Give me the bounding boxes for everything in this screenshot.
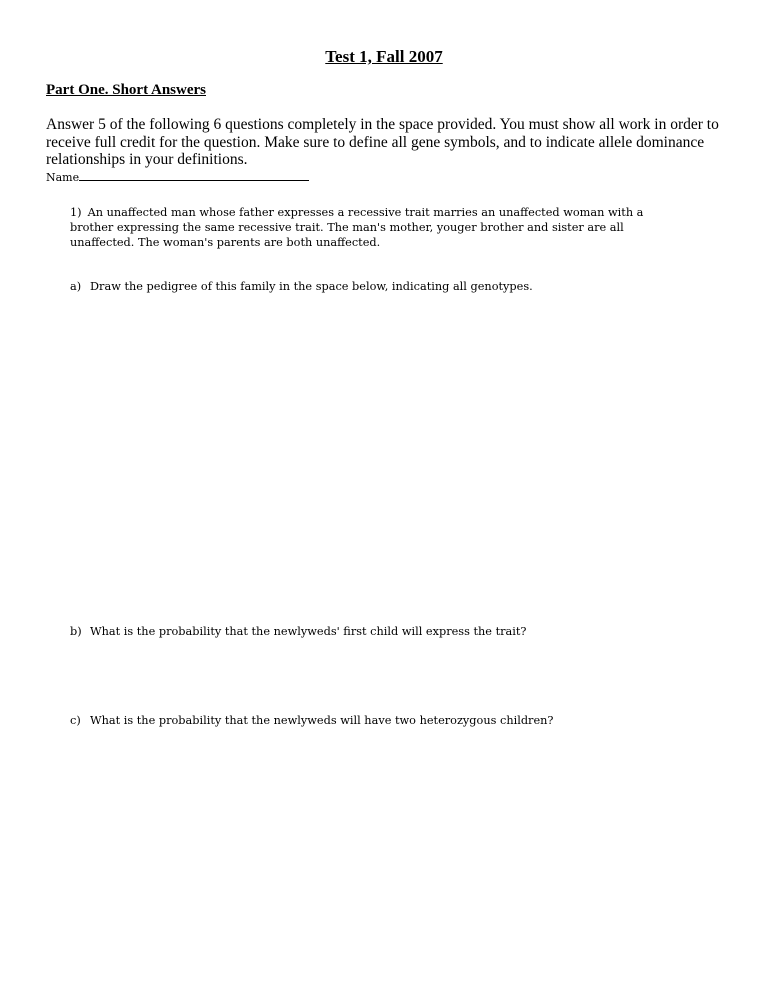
part-text: What is the probability that the newlyweds will have two heterozygous children? xyxy=(90,714,554,727)
question-number: 1) xyxy=(70,206,82,219)
question-1 xyxy=(70,205,690,250)
instructions-text: Answer 5 of the following 6 questions completely in the space provided. You must show all work in order to receive full credit for the question. Make sure to define all gene symbols, and to indicate allele dominance relationships in your definitions. xyxy=(46,116,719,168)
page-title: Test 1, Fall 2007 xyxy=(325,47,443,66)
question-text: An unaffected man whose father expresses a recessive trait marries an unaffected woman with a brother expressing the same recessive trait. The man's mother, youger brother and sister are all unaffected. The woman's parents are both unaffected. xyxy=(70,206,644,249)
question-part-c xyxy=(70,713,553,728)
part-text: What is the probability that the newlyweds' first child will express the trait? xyxy=(90,625,527,638)
part-heading: Part One. Short Answers xyxy=(46,82,206,98)
name-label: Name xyxy=(46,171,80,184)
part-text: Draw the pedigree of this family in the space below, indicating all genotypes. xyxy=(90,280,533,293)
name-field xyxy=(46,170,309,185)
part-label: b) xyxy=(70,625,82,638)
part-label: c) xyxy=(70,714,81,727)
question-part-a xyxy=(70,279,533,294)
question-part-b xyxy=(70,624,526,639)
name-blank-line xyxy=(79,170,309,181)
part-label: a) xyxy=(70,280,82,293)
